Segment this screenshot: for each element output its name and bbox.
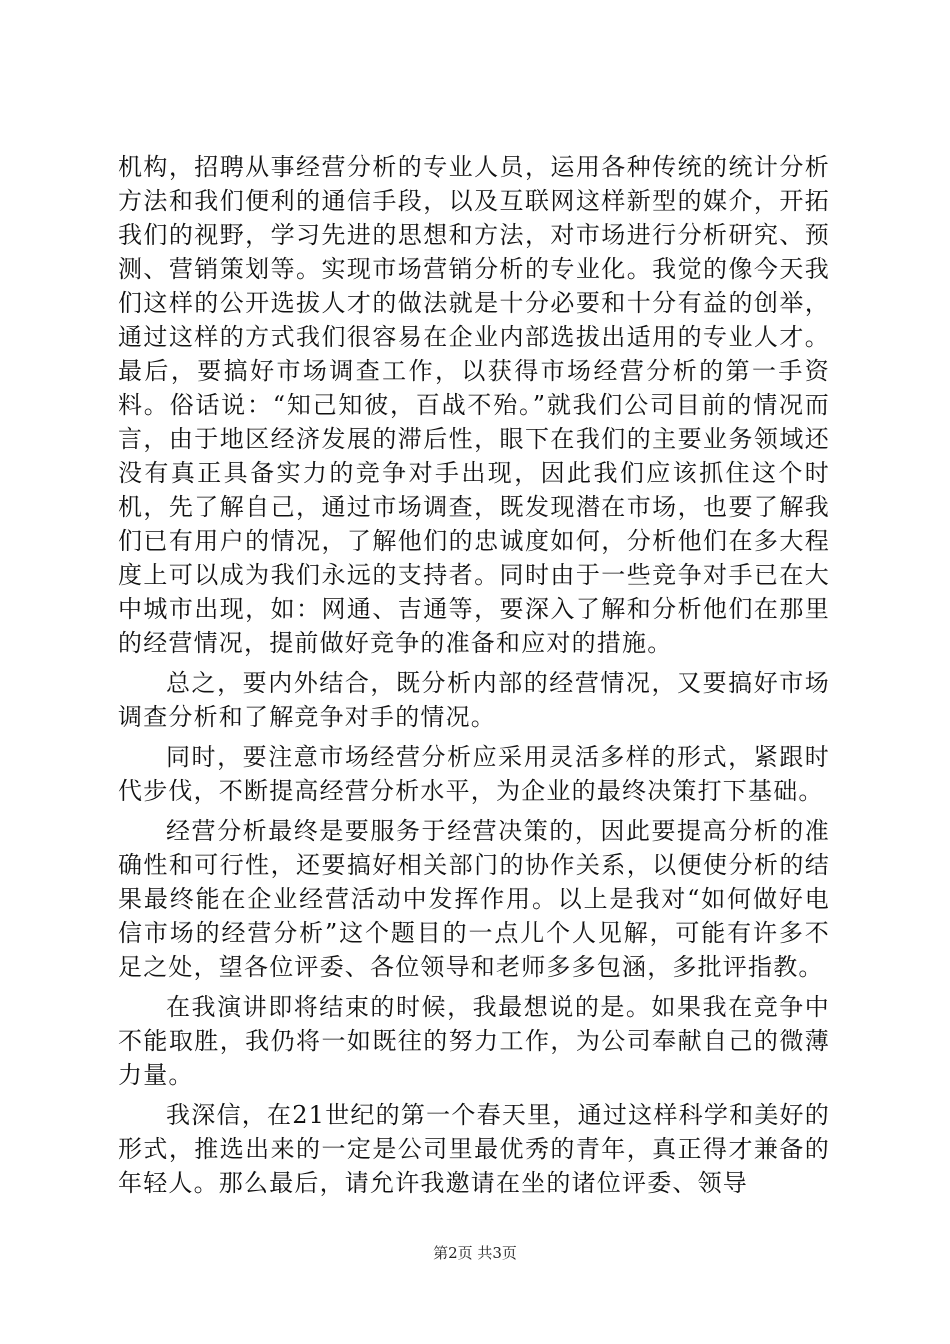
paragraph: 我深信，在21世纪的第一个春天里，通过这样科学和美好的形式，推选出来的一定是公司里最优秀的青年，真正得才兼备的年轻人。那么最后，请允许我邀请在坐的诸位评委、领导 xyxy=(118,1101,830,1197)
paragraph: 在我演讲即将结束的时候，我最想说的是。如果我在竞争中不能取胜，我仍将一如既往的努力工作，为公司奉献自己的微薄力量。 xyxy=(118,993,830,1089)
page-footer: 第2页 共3页 xyxy=(433,1244,517,1262)
document-body xyxy=(118,150,830,1206)
paragraph: 经营分析最终是要服务于经营决策的，因此要提高分析的准确性和可行性，还要搞好相关部门的协作关系，以便使分析的结果最终能在企业经营活动中发挥作用。以上是我对“如何做好电信市场的经营分析”这个题目的一点儿个人见解，可能有许多不足之处，望各位评委、各位领导和老师多多包涵，多批评指教。 xyxy=(118,817,830,981)
paragraph: 同时，要注意市场经营分析应采用灵活多样的形式，紧跟时代步伐，不断提高经营分析水平，为企业的最终决策打下基础。 xyxy=(118,743,830,805)
paragraph: 总之，要内外结合，既分析内部的经营情况，又要搞好市场调查分析和了解竞争对手的情况。 xyxy=(118,669,830,731)
paragraph: 机构，招聘从事经营分析的专业人员，运用各种传统的统计分析方法和我们便利的通信手段，以及互联网这样新型的媒介，开拓我们的视野，学习先进的思想和方法，对市场进行分析研究、预测、营销策划等。实现市场营销分析的专业化。我觉的像今天我们这样的公开选拔人才的做法就是十分必要和十分有益的创举，通过这样的方式我们很容易在企业内部选拔出适用的专业人才。最后，要搞好市场调查工作，以获得市场经营分析的第一手资料。俗话说：“知己知彼，百战不殆。”就我们公司目前的情况而言，由于地区经济发展的滞后性，眼下在我们的主要业务领域还没有真正具备实力的竞争对手出现，因此我们应该抓住这个时机，先了解自己，通过市场调查，既发现潜在市场，也要了解我们已有用户的情况，了解他们的忠诚度如何，分析他们在多大程度上可以成为我们永远的支持者。同时由于一些竞争对手已在大中城市出现，如：网通、吉通等，要深入了解和分析他们在那里的经营情况，提前做好竞争的准备和应对的措施。 xyxy=(118,153,830,657)
